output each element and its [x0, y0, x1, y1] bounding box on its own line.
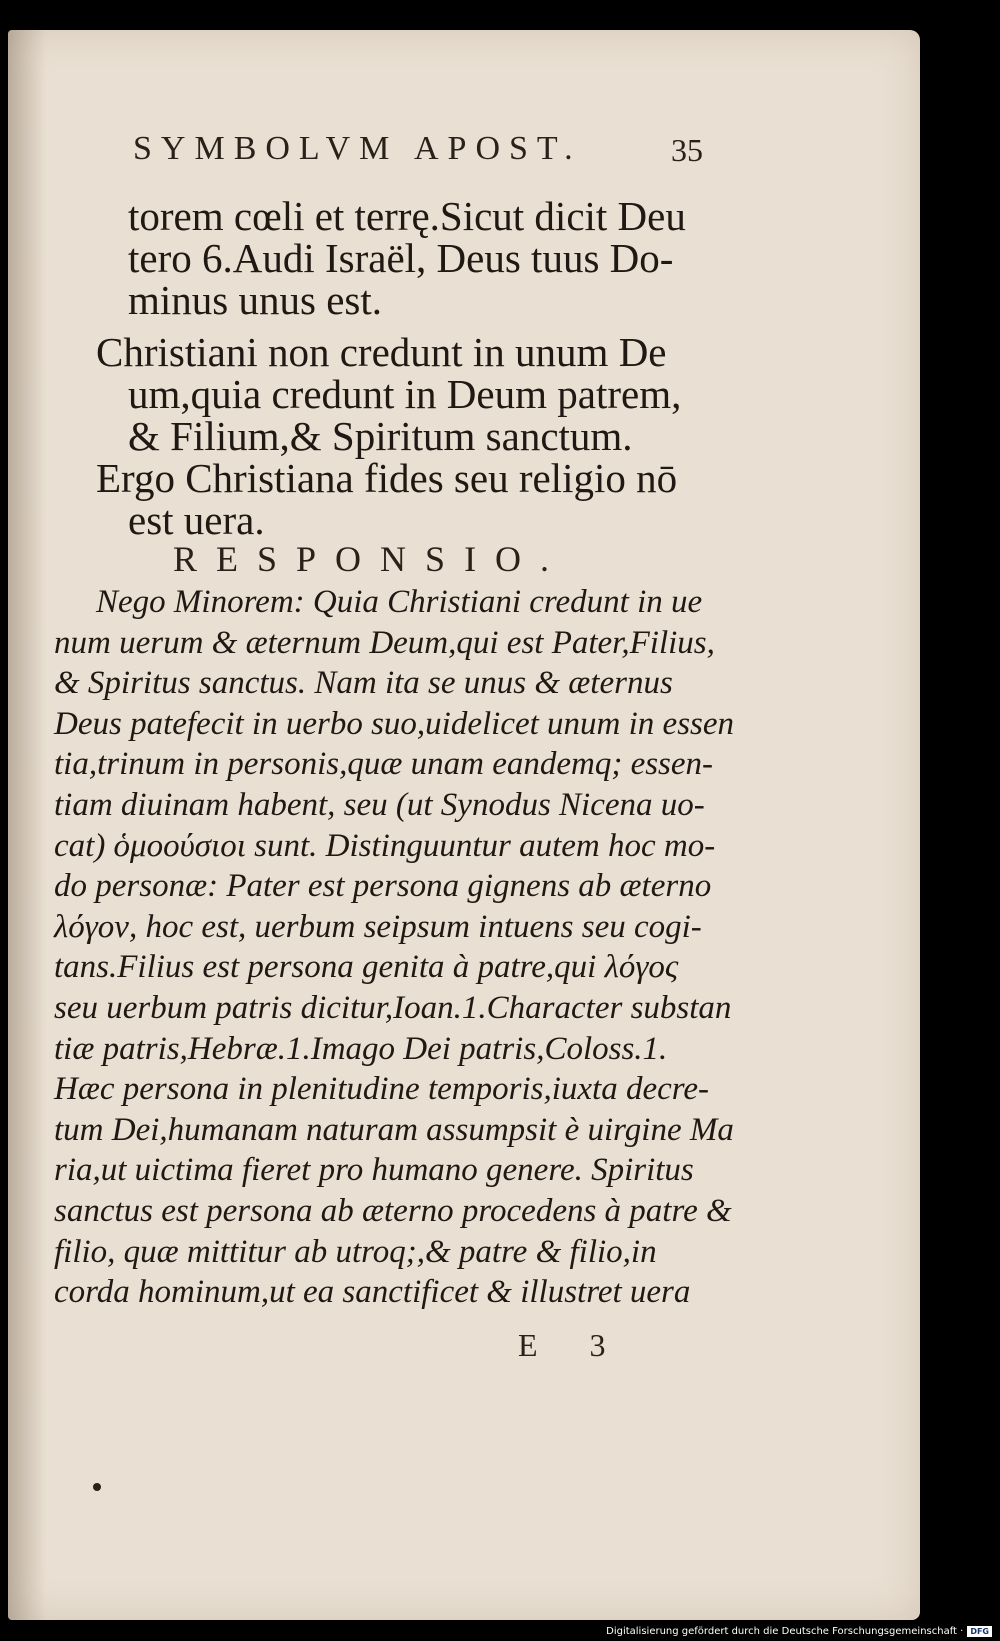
text-line: tia,trinum in personis,quæ unam eandemq; essen-	[54, 746, 714, 783]
text-line: Deus patefecit in uerbo suo,uidelicet unum in essen	[54, 705, 735, 742]
text-line: tiæ patris,Hebræ.1.Imago Dei patris,Coloss.1.	[54, 1030, 668, 1067]
text-line: torem cœli et terrę.Sicut dicit Deu	[128, 193, 686, 239]
text-line: seu uerbum patris dicitur,Ioan.1.Character substan	[54, 989, 732, 1026]
signature-mark: E 3	[518, 1327, 628, 1363]
text-line: do personæ: Pater est persona gignens ab æterno	[54, 868, 712, 905]
text-line: um,quia credunt in Deum patrem,	[128, 371, 682, 417]
gutter-shadow	[8, 30, 46, 1620]
text-line: num uerum & æternum Deum,qui est Pater,Filius,	[54, 624, 715, 661]
text-line: corda hominum,ut ea sanctificet & illustret uera	[54, 1274, 691, 1311]
text-line: & Filium,& Spiritum sanctum.	[128, 413, 633, 459]
text-line: sanctus est persona ab æterno procedens à patre &	[54, 1192, 732, 1229]
dfg-logo: DFG	[967, 1626, 992, 1637]
roman-text-block	[96, 195, 716, 541]
running-head-title: SYMBOLVM APOST.	[133, 130, 582, 167]
text-line: λόγον, hoc est, uerbum seipsum intuens seu cogi-	[54, 908, 702, 945]
text-line: Nego Minorem: Quia Christiani credunt in ue	[96, 584, 703, 620]
text-line: cat) ὁμοούσιοι sunt. Distinguuntur autem hoc mo-	[54, 827, 716, 864]
running-head	[133, 130, 703, 190]
section-heading: RESPONSIO.	[173, 539, 569, 579]
footer-credit-text: Digitalisierung gefördert durch die Deutsche Forschungsgemeinschaft ·	[606, 1625, 964, 1637]
text-line: tum Dei,humanam naturam assumpsit è uirgine Ma	[54, 1111, 734, 1148]
text-line: filio, quæ mittitur ab utroq;,& patre & filio,in	[54, 1233, 657, 1270]
page-number: 35	[671, 132, 703, 168]
text-line: tiam diuinam habent, seu (ut Synodus Nicena uo-	[54, 786, 705, 823]
text-line: est uera.	[128, 497, 265, 543]
text-line: & Spiritus sanctus. Nam ita se unus & æternus	[54, 665, 673, 702]
digitization-footer	[606, 1624, 992, 1638]
text-line: minus unus est.	[128, 277, 382, 323]
text-line: tero 6.Audi Israël, Deus tuus Do-	[128, 235, 674, 281]
text-line: Christiani non credunt in unum De	[96, 329, 667, 375]
text-line: tans.Filius est persona genita à patre,qui λόγος	[54, 949, 679, 986]
ink-dot	[93, 1483, 101, 1491]
italic-text-block	[54, 582, 735, 1313]
text-line: ria,ut uictima fieret pro humano genere. Spiritus	[54, 1152, 694, 1189]
text-line: Ergo Christiana fides seu religio nō	[96, 455, 678, 501]
text-line: Hæc persona in plenitudine temporis,iuxta decre-	[54, 1071, 709, 1108]
book-page	[8, 30, 920, 1620]
